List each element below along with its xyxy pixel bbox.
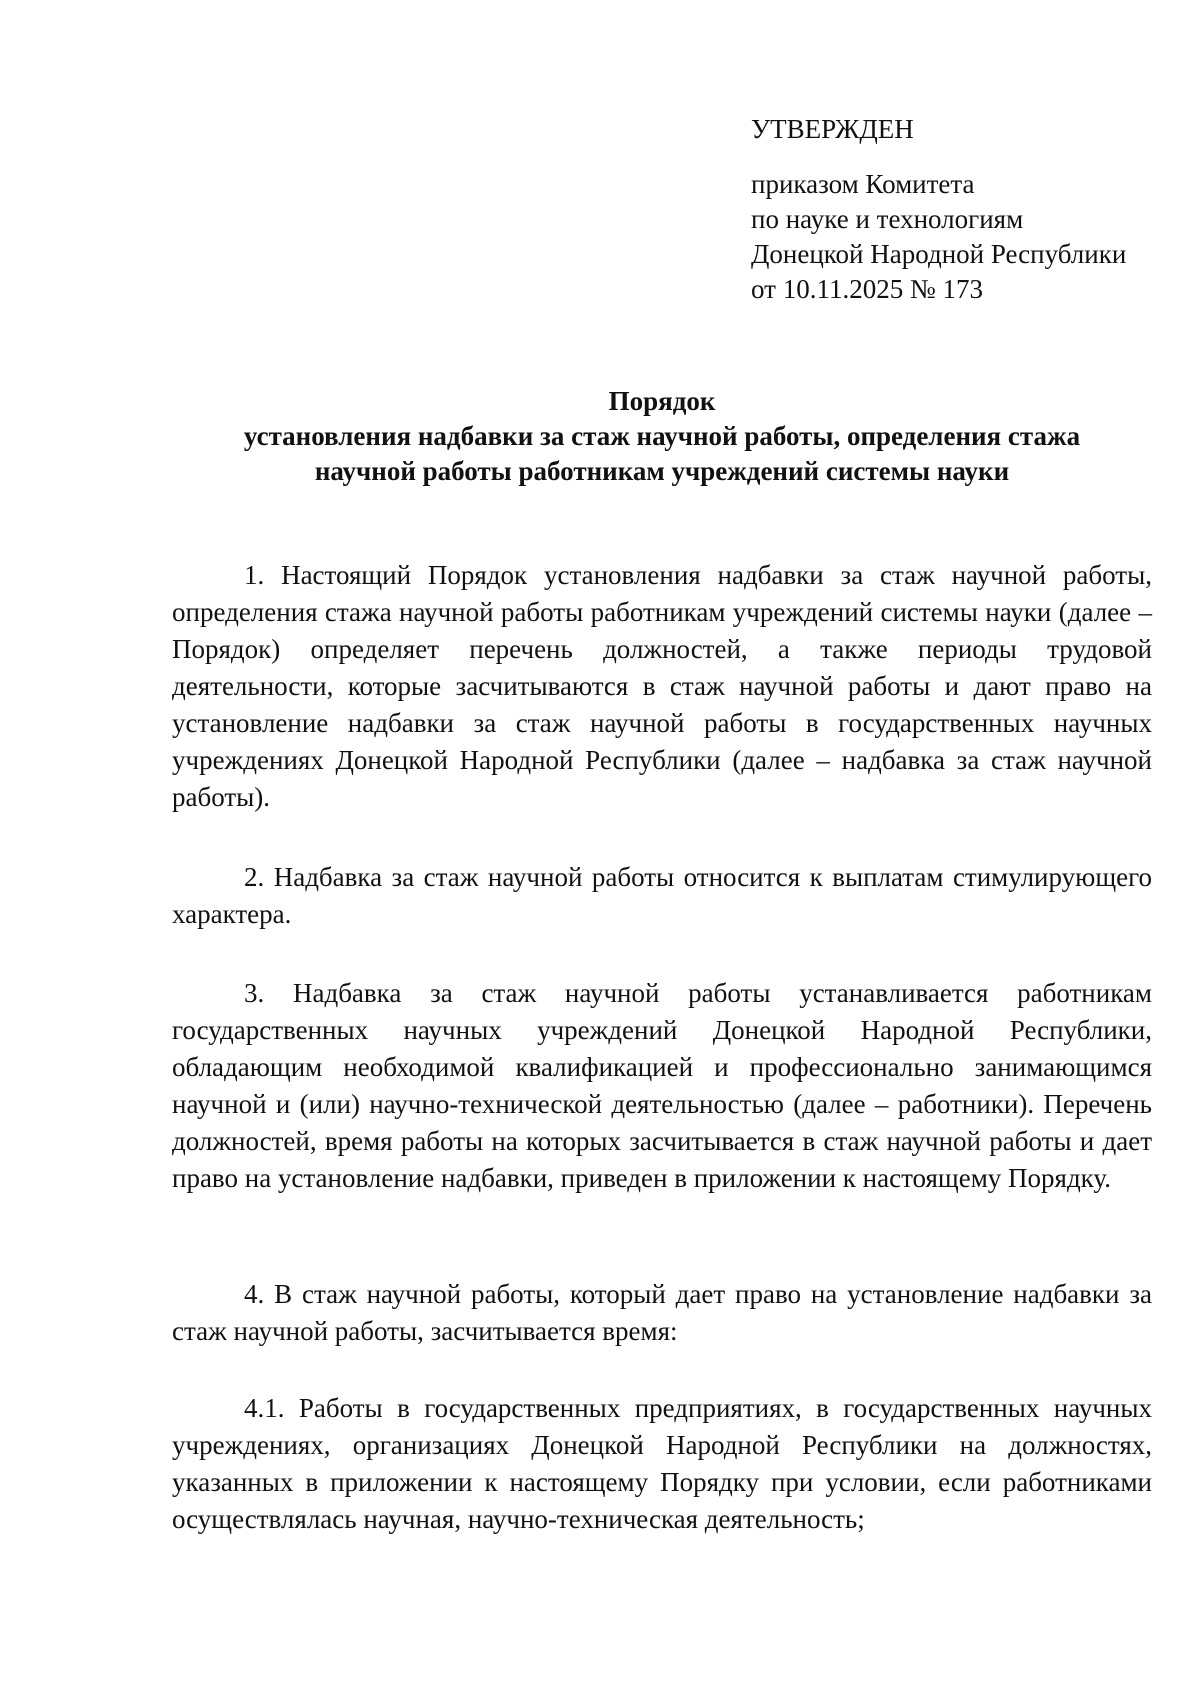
paragraph-3-text: 3. Надбавка за стаж научной работы устанавливается работникам государственных научных учреждений Донецкой Народной Республики, обладающим необходимой квалификацией и профессионально занимающимся научной и (или) научно-технической деятельностью (далее – работники). Перечень должностей, время работы на которых засчитывается в стаж научной работы и дает право на установление надбавки, приведен в приложении к настоящему Порядку. <box>172 978 1152 1193</box>
title-subline-1: установления надбавки за стаж научной работы, определения стажа <box>243 421 1081 451</box>
paragraph-4-text: 4. В стаж научной работы, который дает право на установление надбавки за стаж научной работы, засчитывается время: <box>172 1279 1152 1346</box>
approval-line-committee: по науке и технологиям <box>751 204 1024 234</box>
approval-line-order: приказом Комитета <box>751 169 975 199</box>
paragraph-4-1 <box>172 1390 1152 1538</box>
paragraph-3 <box>172 975 1152 1197</box>
paragraph-1-text: 1. Настоящий Порядок установления надбавки за стаж научной работы, определения стажа научной работы работникам учреждений системы науки (далее – Порядок) определяет перечень должностей, а также периоды трудовой деятельности, которые засчитываются в стаж научной работы и дают право на установление надбавки за стаж научной работы в государственных научных учреждениях Донецкой Народной Республики (далее – надбавка за стаж научной работы). <box>172 560 1152 812</box>
approval-line-date-number: от 10.11.2025 № 173 <box>751 274 983 304</box>
paragraph-4-1-text: 4.1. Работы в государственных предприятиях, в государственных научных учреждениях, организациях Донецкой Народной Республики на должностях, указанных в приложении к настоящему Порядку при условии, если работниками осуществлялась научная, научно-техническая деятельность; <box>172 1393 1152 1534</box>
approval-stamp: УТВЕРЖДЕН <box>751 114 914 144</box>
title-subline-2: научной работы работникам учреждений системы науки <box>314 456 1010 486</box>
paragraph-1 <box>172 557 1152 816</box>
approval-block <box>751 112 1171 307</box>
paragraph-2 <box>172 859 1152 933</box>
approval-line-republic: Донецкой Народной Республики <box>751 239 1127 269</box>
paragraph-2-text: 2. Надбавка за стаж научной работы относится к выплатам стимулирующего характера. <box>172 862 1152 929</box>
document-title <box>172 384 1152 489</box>
title-heading: Порядок <box>608 386 716 416</box>
paragraph-4 <box>172 1276 1152 1350</box>
